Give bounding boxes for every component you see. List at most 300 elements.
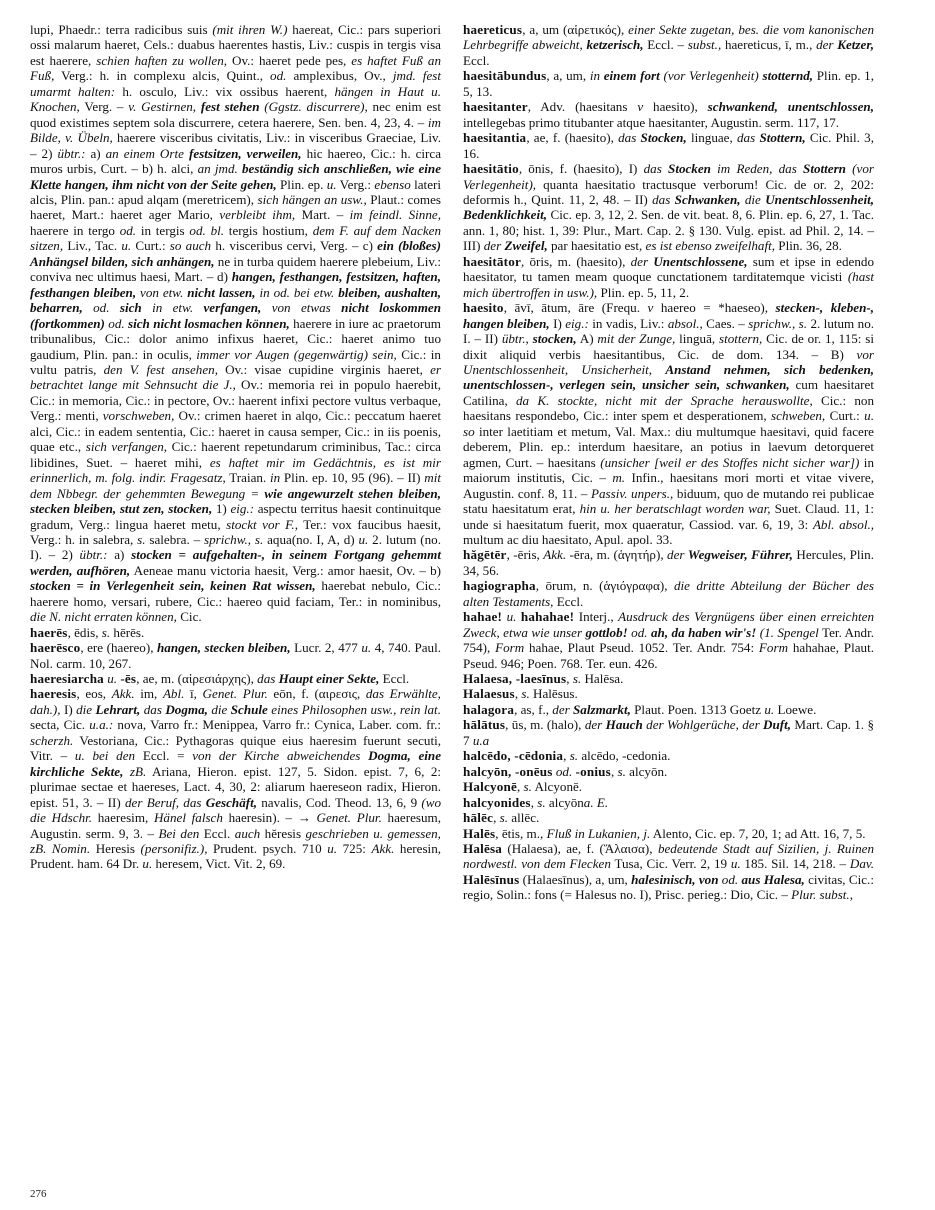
entry-text: h. osculo, Liv.: vix ossibus haerent,	[115, 83, 335, 99]
entry-headword: haereticus	[463, 22, 523, 37]
entry-italic-note: es ist ebenso zweifelhaft,	[645, 238, 776, 254]
entry-headword: haerēsco	[30, 640, 81, 656]
dictionary-entry	[463, 841, 874, 903]
entry-text: (Halaesa), ae, f. (Ἅλαισα),	[502, 841, 658, 857]
entry-text: allēc.	[508, 810, 540, 826]
entry-italic-note: an einem Orte	[105, 145, 184, 161]
entry-italic-note: s.	[537, 794, 546, 810]
entry-italic-note: u.	[326, 176, 337, 192]
entry-text: haereo = *haeseo),	[653, 300, 776, 316]
entry-text: Ov.: visae cupidine virginis haeret,	[217, 361, 431, 377]
entry-gloss: Haupt einer Sekte,	[278, 671, 380, 687]
entry-italic-note: der	[667, 547, 685, 563]
entry-italic-note: im Reden, das	[717, 161, 797, 177]
dictionary-entry	[463, 748, 874, 763]
entry-text: Hercules, Plin. 34, 56.	[463, 547, 874, 578]
entry-gloss: Unentschlossenheit, Bedenklichkeit,	[463, 191, 874, 223]
entry-italic-note: Abl. absol.,	[812, 516, 875, 532]
entry-italic-note: s.	[569, 748, 579, 764]
entry-text: hĕresis	[260, 825, 306, 841]
dictionary-entry	[463, 578, 874, 609]
entry-text: , Adv. (haesitans	[527, 99, 638, 115]
entry-headword: Halaesus	[463, 686, 515, 702]
entry-gloss: Dogma,	[165, 701, 208, 717]
entry-text: Caes. –	[702, 315, 749, 331]
entry-italic-note: Genet. Plur.	[316, 810, 382, 826]
dictionary-entry	[463, 609, 874, 671]
entry-text: a)	[85, 145, 106, 161]
entry-italic-note: im Bilde, v. Übeln,	[30, 114, 441, 146]
entry-text: Eccl.	[463, 52, 490, 68]
entry-gloss: Duft,	[763, 717, 792, 733]
entry-text: ,	[530, 794, 538, 810]
entry-text: intellegebas primo titubanter atque haesitanter, Augustin. serm. 117, 17.	[463, 114, 840, 130]
entry-italic-note: Form	[758, 640, 789, 656]
dictionary-entry	[463, 254, 874, 300]
entry-italic-note: jmd. fest umarmt halten:	[30, 68, 441, 99]
entry-gloss: ketzerisch,	[586, 37, 644, 53]
entry-text	[142, 300, 152, 315]
entry-italic-note: u.	[121, 238, 132, 254]
entry-italic-note: die	[76, 701, 93, 717]
dictionary-entry	[30, 671, 441, 686]
entry-text: , ae, m. (αἱρεσιάρχης),	[136, 671, 258, 687]
entry-text: Aeneae manu victoria haesit, Verg.: amor haesit, Ov. – b)	[130, 562, 441, 578]
entry-text	[83, 300, 93, 315]
entry-text: Eccl.	[199, 825, 235, 841]
entry-text: Eccl.	[553, 593, 584, 609]
entry-italic-note: bedeutende Stadt auf Sizilien, j. Ruinen nordwestl. von dem Flecken	[463, 841, 874, 872]
entry-text: Ov.: crimen haeret in alqo, Cic.: peccatum haeret alci, Cic.: in eadem sententia, Cic.: haeret in causa semper, Cic.: in iis poenis, quae etc.,	[30, 408, 441, 455]
entry-text: Halēsa.	[581, 671, 624, 687]
entry-text: , āvī, ātum, āre (Frequ.	[503, 300, 648, 316]
entry-text: haerere in iure ac praetorum tribunalibus, Cic.: dolor animo infixus haeret, Cic.: haeret animo tuo gaudium, Plin. pan.: in oculis,	[30, 315, 441, 362]
entry-text: Eccl.	[379, 671, 410, 687]
entry-text: lateri alcis, Plin. pan.: apud alqam (meretricem),	[30, 176, 441, 207]
entry-italic-note: Bei den	[158, 825, 200, 841]
dictionary-entry	[463, 686, 874, 701]
entry-text: Plin. ep. 1, 5, 13.	[463, 68, 874, 99]
entry-italic-note: so auch	[169, 238, 212, 254]
entry-text: ,	[563, 748, 570, 764]
entry-headword: haeresis	[30, 686, 77, 702]
entry-italic-note: hin u. her beratschlagt worden war,	[579, 501, 771, 517]
entry-text: navalis, Cod. Theod. 13, 6, 9	[257, 794, 422, 810]
entry-italic-note: der	[630, 253, 649, 269]
entry-text	[652, 362, 665, 377]
entry-italic-note: Akk.	[371, 841, 395, 857]
dictionary-entry	[463, 826, 874, 841]
entry-italic-note: schien haften zu wollen,	[96, 52, 228, 68]
entry-italic-note: subst.,	[687, 37, 722, 53]
entry-text: Cic.: non haesitans respondebo, Cic.: inter spem et desperationem,	[463, 392, 874, 424]
entry-text: Mart. Cap. 1. § 7	[463, 717, 874, 748]
entry-italic-note: der	[483, 238, 502, 254]
entry-italic-note: die dritte Abteilung der Bücher des alten Testaments,	[463, 578, 874, 609]
entry-text: alcēdo, -cedonia.	[578, 748, 671, 764]
entry-italic-note: der	[552, 701, 570, 717]
entry-italic-note: Genet. Plur.	[202, 686, 268, 702]
entry-text: Suet. Claud. 11, 1: unde si haesitatum fuerit, mox quaeratur, Cassiod. var. 6, 19, 3:	[463, 501, 875, 532]
entry-text: 1)	[212, 501, 231, 517]
entry-text: 725:	[337, 841, 372, 857]
entry-text	[331, 300, 341, 315]
entry-text: Halēsus.	[529, 686, 578, 702]
entry-italic-note: u.	[327, 841, 338, 857]
dictionary-entry	[463, 99, 874, 130]
entry-italic-note: übtr.,	[501, 331, 529, 347]
entry-headword: Halēsīnus	[463, 871, 520, 887]
entry-italic-note: (personifiz.),	[140, 841, 208, 857]
entry-italic-note: (unsicher [weil er des Stoffes nicht sicher war])	[600, 454, 860, 470]
entry-text: Ariana, Hieron. epist. 127, 5. Sidon. epist. 7, 6, 2: plurimae sectae et haereses, Lact. 4, 30, 2: aliarum haereseon radix, Hieron. epist. 51, 3. – II)	[30, 763, 442, 810]
entry-text: Plin. ep. 10, 95 (96). – II)	[280, 470, 425, 486]
entry-gloss: sich nicht losmachen können,	[128, 315, 290, 331]
entry-italic-note: eig.:	[565, 315, 589, 331]
entry-headword: hagiographa	[463, 578, 536, 594]
entry-text	[360, 748, 368, 763]
entry-text: quanta haesitatio tractusque verborum! Cic. de or. 2, 202: deformis h., Quint. 11, 2, 48. – II)	[463, 176, 874, 207]
entry-text: linguā,	[675, 331, 720, 347]
entry-italic-note: od.	[721, 871, 739, 887]
entry-text: Plaut. Poen. 1313 Goetz	[630, 701, 765, 717]
entry-gloss: Salzmarkt,	[573, 701, 631, 717]
entry-italic-note: Abl.	[162, 686, 185, 702]
entry-headword: haesitātio	[463, 161, 519, 177]
entry-headword: halcyōn, -onēus	[463, 763, 553, 779]
entry-gloss: Ketzer,	[837, 37, 874, 53]
entry-text: Plin. ep. 5, 11, 2.	[597, 284, 690, 300]
dictionary-entry	[30, 686, 441, 871]
entry-italic-note: hängen in Haut u. Knochen,	[30, 83, 441, 115]
entry-text: ,	[516, 779, 524, 795]
entry-headword: haesitābundus	[463, 68, 547, 84]
entry-gloss: Stocken,	[640, 130, 687, 146]
entry-italic-note: das	[643, 161, 662, 177]
entry-text: Eccl. –	[643, 37, 688, 53]
entry-gloss: hangen, stecken bleiben,	[157, 640, 291, 656]
entry-text: Curt.:	[131, 238, 170, 254]
entry-italic-note: der Wohlgerüche, der	[646, 717, 760, 733]
entry-text: hahae, Plaut Pseud. 1052. Ter. Andr. 754:	[524, 640, 759, 656]
entry-italic-note: v. Gestirnen,	[128, 99, 197, 115]
entry-text: , ōrum, n. (ἁγιόγραφα),	[535, 578, 674, 594]
entry-text: Plin. 36, 28.	[775, 238, 842, 254]
entry-italic-note: u.	[361, 640, 372, 656]
entry-italic-note: u.a	[472, 732, 490, 748]
entry-text	[110, 300, 120, 315]
entry-italic-note: das	[618, 130, 637, 146]
entry-gloss: aus Halesa,	[741, 871, 805, 887]
entry-text: haereticus, ī, m.,	[721, 37, 817, 53]
entry-italic-note: im feindl. Sinne,	[349, 207, 441, 223]
entry-italic-note: sich verfangen,	[85, 439, 168, 455]
entry-gloss: festsitzen, verweilen,	[188, 145, 302, 161]
entry-italic-note: auch	[234, 825, 261, 841]
entry-headword: haesito	[463, 300, 504, 316]
entry-italic-note: übtr.:	[57, 145, 86, 161]
entry-text: lupi, Phaedr.: terra radicibus suis	[30, 22, 213, 37]
entry-italic-note: übtr.:	[79, 547, 108, 563]
entry-gloss: Wegweiser, Führer,	[687, 547, 793, 563]
entry-italic-note: (mit ihren W.)	[212, 22, 288, 37]
entry-headword: Halēsa	[463, 841, 503, 857]
entry-text: Ov.: haeret pede pes,	[227, 52, 352, 68]
entry-headword: haesitanter	[463, 99, 528, 115]
entry-gloss: Geschäft,	[205, 794, 258, 810]
dictionary-entry	[463, 764, 874, 779]
entry-text: in vadis, Liv.:	[588, 315, 668, 331]
entry-italic-note: od.	[119, 222, 137, 238]
entry-text: Infin., haesitans mori morti et vitae vivere, Augustin. conf. 8, 11. –	[463, 470, 874, 501]
entry-headword: haerēs	[30, 624, 68, 640]
dictionary-entry	[463, 300, 874, 547]
entry-gloss: Stottern	[803, 161, 846, 177]
entry-italic-note: stockt vor F.,	[226, 516, 298, 532]
entry-italic-note: dem F. auf dem Nacken sitzen,	[30, 222, 441, 254]
entry-italic-note: vor Unentschlossenheit, Unsicherheit,	[463, 346, 874, 377]
entry-text: Alento, Cic. ep. 7, 20, 1; ad Att. 16, 7, 5.	[650, 825, 866, 841]
entry-text: Cic. de or. 1, 115: si dixit aliquid verbis haesitantibus, Cic. de dom. 134. – B)	[463, 331, 875, 362]
entry-text: I)	[60, 701, 77, 717]
entry-text: haeresim,	[92, 810, 154, 826]
dictionary-entry	[463, 68, 874, 99]
entry-italic-note: u.	[142, 856, 153, 872]
entry-gloss: Anstand nehmen, sich bedenken, unentschlossen-, verlegen sein, unsicher sein, schwanken,	[463, 361, 875, 393]
dictionary-entry	[463, 717, 874, 748]
entry-gloss: fest stehen	[200, 99, 260, 115]
entry-text: ,	[493, 810, 500, 826]
entry-text: Eccl. =	[135, 748, 193, 764]
entry-headword: haesitantia	[463, 130, 527, 146]
entry-headword: hahae!	[463, 609, 503, 625]
entry-text: aspectu territus haesit continuitque gradum, Verg.: lingua haeret metu,	[30, 501, 441, 532]
entry-text: , ere (haereo),	[80, 640, 157, 656]
entry-italic-note: od.	[555, 763, 573, 779]
entry-italic-note: mit dem Nbbegr. der gehemmten Bewegung =	[30, 470, 442, 501]
entry-text: in tergis	[136, 222, 190, 238]
page-folio-number: 276	[30, 1188, 47, 1200]
entry-text: inter laetitiam et metum, Val. Max.: diu multumque haesitavi, quid facere deberem, Plin. ep.: interdum haesitare, an potius in laevum detorqueret agmen, Curt. – haesitans	[463, 423, 874, 470]
entry-text: , a, um,	[546, 68, 590, 84]
entry-italic-note: s.	[521, 686, 530, 702]
entry-gloss: stocken = in Verlegenheit sein, keinen Rat wissen,	[30, 578, 316, 594]
entry-text: Verg.:	[336, 176, 375, 192]
entry-text: , eos,	[76, 686, 112, 702]
entry-headword: Halēs	[463, 825, 496, 841]
entry-italic-note: od.	[93, 300, 110, 316]
entry-italic-note: (hast mich übertroffen in usw.),	[463, 269, 874, 300]
dictionary-entry	[463, 779, 874, 794]
entry-gloss: Sekte,	[91, 763, 124, 779]
entry-italic-note: u. bei den	[74, 748, 136, 764]
entry-gloss: beständig sich anschließen, wie eine Klette hangen, ihm nicht von der Seite gehen,	[30, 161, 442, 192]
entry-italic-note: s.	[499, 810, 509, 826]
entry-italic-note: in	[269, 470, 281, 486]
entry-italic-note: Ausdruck des Vergnügens über einen erreichten Zweck, etwa wie unser	[463, 609, 874, 640]
entry-text: haerebat nebulo, Cic.: haerere homo, versari, rubere, Cic.: haereo quid faciam, Ter.: in nominibus,	[30, 578, 441, 609]
entry-text: , as, f.,	[514, 701, 553, 717]
entry-text: , ōnis, f. (haesito), I)	[518, 161, 644, 177]
entry-text: ,	[610, 763, 618, 779]
entry-gloss: stotternd,	[762, 68, 814, 84]
entry-italic-note: stottern,	[719, 331, 763, 347]
entry-gloss: Schwanken,	[674, 191, 741, 207]
entry-gloss: wie angewurzelt stehen bleiben, stecken bleiben, stut zen, stocken,	[30, 485, 441, 517]
entry-text: , ūs, m. (halo),	[505, 717, 585, 733]
entry-text: ne in turba quidem haerere plebeium, Liv.: conviva nec ultimus haesi, Mart. – d)	[30, 253, 441, 285]
entry-text: Mart. –	[295, 207, 350, 223]
entry-text: Cic.	[176, 609, 202, 625]
page-columns	[30, 22, 907, 903]
entry-italic-note: das	[143, 701, 162, 717]
entry-headword: halcyonides	[463, 794, 531, 810]
entry-gloss: Unentschlossene,	[653, 253, 748, 269]
entry-text: eōn, f. (αιρεσις,	[267, 686, 366, 702]
entry-italic-note: die N. nicht erraten können,	[30, 609, 177, 625]
entry-text: Cic. ep. 3, 12, 2. Sen. de vit. beat. 8, 6. Plin. ep. 6, 27, 1. Tac. ann. 1, 80; hist. 1, 39: Plur., Mart. Cap. 2. § 130. Vulg. epist. ad Phil. 2, 14. – III)	[463, 207, 874, 254]
entry-italic-note: (vor Verlegenheit)	[663, 68, 759, 84]
entry-italic-note: Plur. subst.,	[791, 887, 853, 903]
entry-text: haerere in tergo	[30, 222, 120, 238]
entry-italic-note: von etw.	[140, 284, 184, 300]
entry-text: ī,	[184, 686, 203, 702]
entry-gloss: einem fort	[603, 68, 660, 84]
entry-gloss: schwankend, unentschlossen,	[707, 99, 874, 115]
right-column	[463, 22, 874, 903]
entry-text: hahahae, Plaut. Pseud. 946; Poen. 768. Ter. eun. 426.	[463, 640, 874, 671]
entry-gloss: bleiben, aushalten, beharren,	[30, 284, 442, 316]
entry-headword: hăgētēr	[463, 547, 507, 563]
entry-italic-note: der	[584, 717, 603, 733]
entry-italic-note: j.	[643, 825, 651, 841]
dictionary-entry	[30, 625, 441, 640]
entry-italic-note: Hänel falsch	[153, 810, 223, 826]
entry-italic-note: Akk.	[543, 547, 567, 563]
entry-text: Cic.: haerent repetundarum criminibus, Tac.: circa libidines, Suet. – haeret mihi,	[30, 439, 441, 470]
entry-text: Heresis	[90, 841, 141, 857]
entry-gloss: Stottern,	[759, 130, 806, 146]
entry-italic-note: u.	[506, 609, 517, 625]
entry-text: Lucr. 2, 477	[290, 640, 362, 656]
entry-italic-note: sprichw., s.	[748, 315, 808, 331]
entry-italic-note: geschrieben u. gemessen, zB. Nomin.	[30, 825, 441, 857]
entry-italic-note: die	[744, 191, 761, 207]
entry-text: Cic. Phil. 3, 16.	[463, 130, 874, 161]
entry-gloss: ah, da haben wir's!	[651, 624, 757, 640]
entry-headword: -onius	[575, 763, 611, 779]
entry-italic-note: in od. bei etw.	[259, 284, 335, 300]
entry-text: Plin. ep.	[276, 176, 327, 192]
entry-gloss: stecken-, kleben-, hangen bleiben,	[463, 300, 874, 331]
entry-text: secta, Cic.	[30, 717, 90, 733]
entry-text: A)	[576, 331, 598, 347]
entry-text: heresin, Prudent. ham. 64 Dr.	[30, 841, 442, 872]
entry-text: alcyōn.	[625, 763, 668, 779]
entry-text: ,	[514, 686, 522, 702]
entry-text: nova, Varro fr.: Menippea, Varro fr.: Cynica, Laber. com. fr.:	[113, 717, 441, 733]
entry-italic-note: von der Kirche abweichendes	[192, 748, 361, 764]
entry-italic-note: an jmd.	[197, 161, 238, 177]
entry-text: aqua(no. I, A, d)	[263, 531, 359, 547]
entry-text: 2. lutum no. I. – II)	[463, 315, 875, 347]
entry-italic-note: schweben,	[771, 408, 826, 424]
entry-text: Vestoriana, Cic.: Pythagoras quique eius haeresim fuerunt secuti, Vitr. –	[30, 732, 441, 764]
entry-text: in maiorum institutis, Cic. –	[463, 454, 874, 486]
entry-text: Curt.:	[825, 408, 865, 424]
entry-text: haeresin). – →	[222, 810, 317, 826]
entry-italic-note: da K. stockte, nicht mit der Sprache herauswollte,	[516, 392, 813, 408]
entry-text: Tusa, Cic. Verr. 2, 19	[610, 856, 731, 872]
entry-text: amplexibus, Ov.,	[286, 68, 393, 84]
dictionary-entry	[463, 702, 874, 717]
entry-headword: hahahae!	[520, 609, 575, 625]
entry-text: Interj.,	[574, 609, 619, 625]
entry-text: , -ēris,	[506, 547, 544, 563]
entry-text: Ov.: memoria rei in populo haerebit, Cic.: in memoria, Cic.: in pectore, Ov.: haerent infixi pectore vultus verbaque, Verg.: menti,	[30, 377, 441, 424]
entry-gloss: hangen, festhangen, festsitzen, haften, festhangen bleiben,	[30, 269, 441, 300]
entry-text: -ēra, m. (ἁγητήρ),	[566, 547, 668, 563]
entry-headword: hālēc	[463, 810, 494, 826]
entry-gloss: Hauch	[605, 717, 643, 733]
entry-text: , a, um (αἱρετικός),	[522, 22, 629, 37]
entry-italic-note: in etw.	[152, 300, 194, 316]
entry-italic-note: das	[737, 130, 756, 146]
entry-italic-note: den V. fest ansehen,	[103, 361, 218, 377]
entry-text: I)	[549, 315, 566, 331]
entry-italic-note: (Ggstz. discurrere),	[264, 99, 368, 115]
entry-text: Loewe.	[774, 701, 817, 717]
entry-italic-note: od.	[108, 315, 125, 331]
entry-italic-note: v	[637, 99, 644, 115]
entry-text: a)	[107, 547, 132, 563]
entry-italic-note: m.	[612, 470, 626, 486]
entry-italic-note: (1. Spengel	[759, 624, 819, 640]
entry-italic-note: von etwas	[271, 300, 331, 316]
dictionary-entry	[30, 640, 441, 671]
entry-gloss: stocken = aufgehalten-, in seinem Fortgang gehemmt werden, aufhören,	[30, 547, 441, 578]
entry-italic-note: Fluß in Lukanien,	[546, 825, 641, 841]
entry-italic-note: vorschweben,	[102, 408, 175, 424]
entry-italic-note: Passiv. unpers.,	[590, 485, 674, 501]
entry-italic-note: (wo die Hdschr.	[30, 794, 441, 826]
entry-italic-note: die	[211, 701, 228, 717]
entry-italic-note: in	[589, 68, 601, 84]
dictionary-entry	[30, 22, 441, 625]
entry-text: 2. lutum (no. I). – 2)	[30, 531, 441, 563]
entry-text: haeresum, Augustin. serm. 9, 3. –	[30, 810, 441, 841]
entry-gloss: nicht loskommen (fortkommen)	[30, 300, 442, 331]
entry-gloss: Dogma, eine kirchliche	[30, 748, 442, 779]
entry-text: , ētis, m.,	[495, 825, 547, 841]
entry-italic-note: scherzh.	[30, 732, 74, 748]
entry-italic-note: Akk.	[111, 686, 135, 702]
entry-headword: Halcyonē	[463, 779, 517, 795]
entry-italic-note: eig.:	[230, 501, 255, 517]
entry-text: civitas, Cic.: regio, Solin.: fons (= Halesus no. I), Prisc. perieg.: Dio, Cic. –	[463, 871, 874, 903]
entry-text: cum haesitaret Catilina,	[463, 377, 874, 408]
entry-text: linguae,	[686, 130, 737, 146]
entry-italic-note: s.	[617, 763, 626, 779]
entry-italic-note: ebenso	[374, 176, 411, 192]
entry-headword: hālātus	[463, 717, 506, 733]
entry-text: Cic.: in vultu patris,	[30, 346, 441, 377]
entry-italic-note: das	[652, 191, 671, 207]
entry-italic-note: od. bl.	[189, 222, 225, 238]
entry-text: hērēs.	[110, 624, 145, 640]
entry-italic-note: a. E.	[583, 794, 609, 810]
entry-italic-note: v	[647, 300, 654, 316]
